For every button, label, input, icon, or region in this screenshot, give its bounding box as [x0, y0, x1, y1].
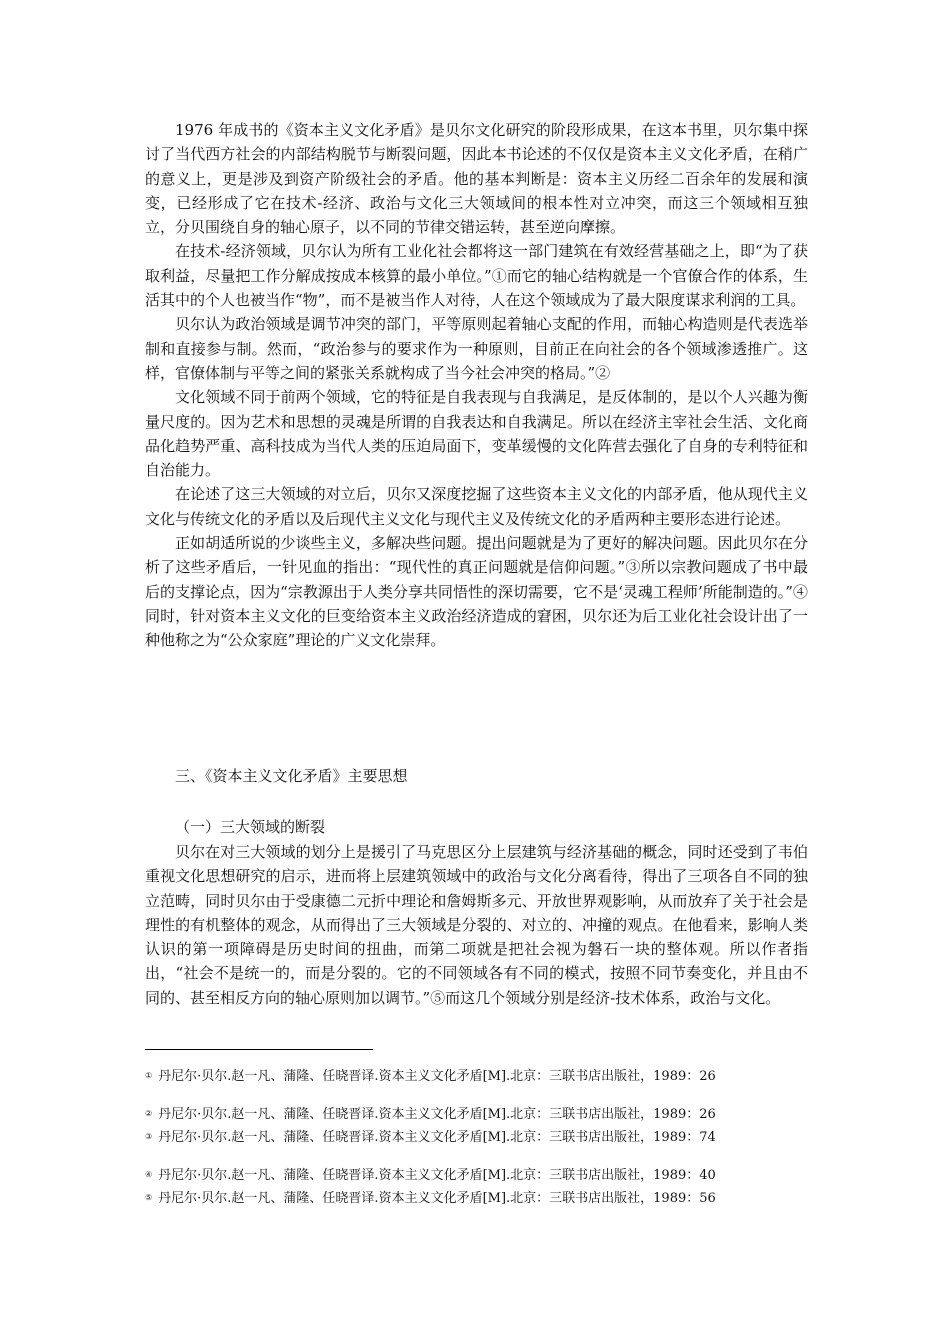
footnote-2 — [145, 1105, 825, 1124]
section-1-body — [145, 118, 808, 653]
paragraph-3: 贝尔认为政治领域是调节冲突的部门，平等原则起着轴心支配的作用，而轴心构造则是代表选举制和直接参与制。然而，“政治参与的要求作为一种原则，目前正在向社会的各个领域渗透推广。这样，官僚体制与平等之间的紧张关系就构成了当今社会冲突的格局。”② — [145, 315, 808, 382]
footnote-mark: ② — [145, 1109, 153, 1118]
footnote-mark: ① — [145, 1071, 153, 1080]
paragraph-4: 文化领域不同于前两个领域，它的特征是自我表现与自我满足，是反体制的，是以个人兴趣为衡量尺度的。因为艺术和思想的灵魂是所谓的自我表达和自我满足。所以在经济主宰社会生活、文化商品化趋势严重、高科技成为当代人类的压迫局面下，变革缓慢的文化阵营去强化了自身的专利特征和自治能力。 — [145, 388, 808, 480]
paragraph-5: 在论述了这三大领域的对立后，贝尔又深度挖掘了这些资本主义文化的内部矛盾，他从现代主义文化与传统文化的矛盾以及后现代主义文化与现代主义及传统文化的矛盾两种主要形态进行论述。 — [145, 485, 808, 528]
paragraph-7: 贝尔在对三大领域的划分上是援引了马克思区分上层建筑与经济基础的概念，同时还受到了韦伯重视文化思想研究的启示，进而将上层建筑领域中的政治与文化分离看待，得出了三项各自不同的独立范畴，同时贝尔由于受康德二元折中理论和詹姆斯多元、开放世界观影响，从而放弃了关于社会是理性的有机整体的观念，从而得出了三大领域是分裂的、对立的、冲撞的观点。在他看来，影响人类认识的第一项障碍是历史时间的扭曲，而第二项就是把社会视为磐石一块的整体观。所以作者指出，“社会不是统一的，而是分裂的。它的不同领域各有不同的模式，按照不同节奏变化，并且由不同的、甚至相反方向的轴心原则加以调节。”⑤而这几个领域分别是经济-技术体系，政治与文化。 — [145, 843, 808, 1007]
paragraph-2: 在技术-经济领域，贝尔认为所有工业化社会都将这一部门建筑在有效经营基础之上，即“为了获取利益，尽量把工作分解成按成本核算的最小单位。”①而它的轴心结构就是一个官僚合作的体系，生活其中的个人也被当作“物”，而不是被当作人对待，人在这个领域成为了最大限度谋求利润的工具。 — [145, 242, 808, 310]
footnote-text: 丹尼尔·贝尔.赵一凡、蒲隆、任晓晋译.资本主义文化矛盾[M].北京：三联书店出版社，1989：56 — [158, 1191, 716, 1206]
section-2-body — [145, 840, 808, 1010]
footnote-text: 丹尼尔·贝尔.赵一凡、蒲隆、任晓晋译.资本主义文化矛盾[M].北京：三联书店出版社，1989：26 — [158, 1069, 716, 1084]
footnote-4 — [145, 1166, 825, 1185]
footnote-text: 丹尼尔·贝尔.赵一凡、蒲隆、任晓晋译.资本主义文化矛盾[M].北京：三联书店出版社，1989：26 — [158, 1107, 716, 1122]
footnote-3 — [145, 1128, 825, 1147]
footnote-mark: ④ — [145, 1170, 153, 1179]
footnote-mark: ⑤ — [145, 1193, 153, 1202]
footnote-1 — [145, 1067, 825, 1086]
subsection-heading: （一）三大领域的断裂 — [175, 818, 326, 836]
paragraph-6: 正如胡适所说的少谈些主义，多解决些问题。提出问题就是为了更好的解决问题。因此贝尔在分析了这些矛盾后，一针见血的指出：“现代性的真正问题就是信仰问题。”③所以宗教问题成了书中最后的支撑论点，因为“宗教源出于人类分享共同悟性的深切需要，它不是‘灵魂工程师’所能制造的。”④同时，针对资本主义文化的巨变给资本主义政治经济造成的窘困，贝尔还为后工业化社会设计出了一种他称之为“公众家庭”理论的广义文化崇拜。 — [145, 534, 808, 650]
footnote-text: 丹尼尔·贝尔.赵一凡、蒲隆、任晓晋译.资本主义文化矛盾[M].北京：三联书店出版社，1989：40 — [158, 1168, 716, 1183]
paragraph-1: 1976 年成书的《资本主义文化矛盾》是贝尔文化研究的阶段形成果，在这本书里，贝尔集中探讨了当代西方社会的内部结构脱节与断裂问题，因此本书论述的不仅仅是资本主义文化矛盾，在稍广的意义上，更是涉及到资产阶级社会的矛盾。他的基本判断是：资本主义历经二百余年的发展和演变，已经形成了它在技术-经济、政治与文化三大领域间的根本性对立冲突，而这三个领域相互独立，分贝围绕自身的轴心原子，以不同的节律交错运转，甚至逆向摩擦。 — [145, 121, 808, 237]
footnote-5 — [145, 1189, 825, 1208]
footnote-mark: ③ — [145, 1132, 153, 1141]
footnote-text: 丹尼尔·贝尔.赵一凡、蒲隆、任晓晋译.资本主义文化矛盾[M].北京：三联书店出版社，1989：74 — [158, 1130, 716, 1145]
footnote-divider — [145, 1049, 373, 1050]
section-heading: 三、《资本主义文化矛盾》主要思想 — [175, 767, 408, 785]
